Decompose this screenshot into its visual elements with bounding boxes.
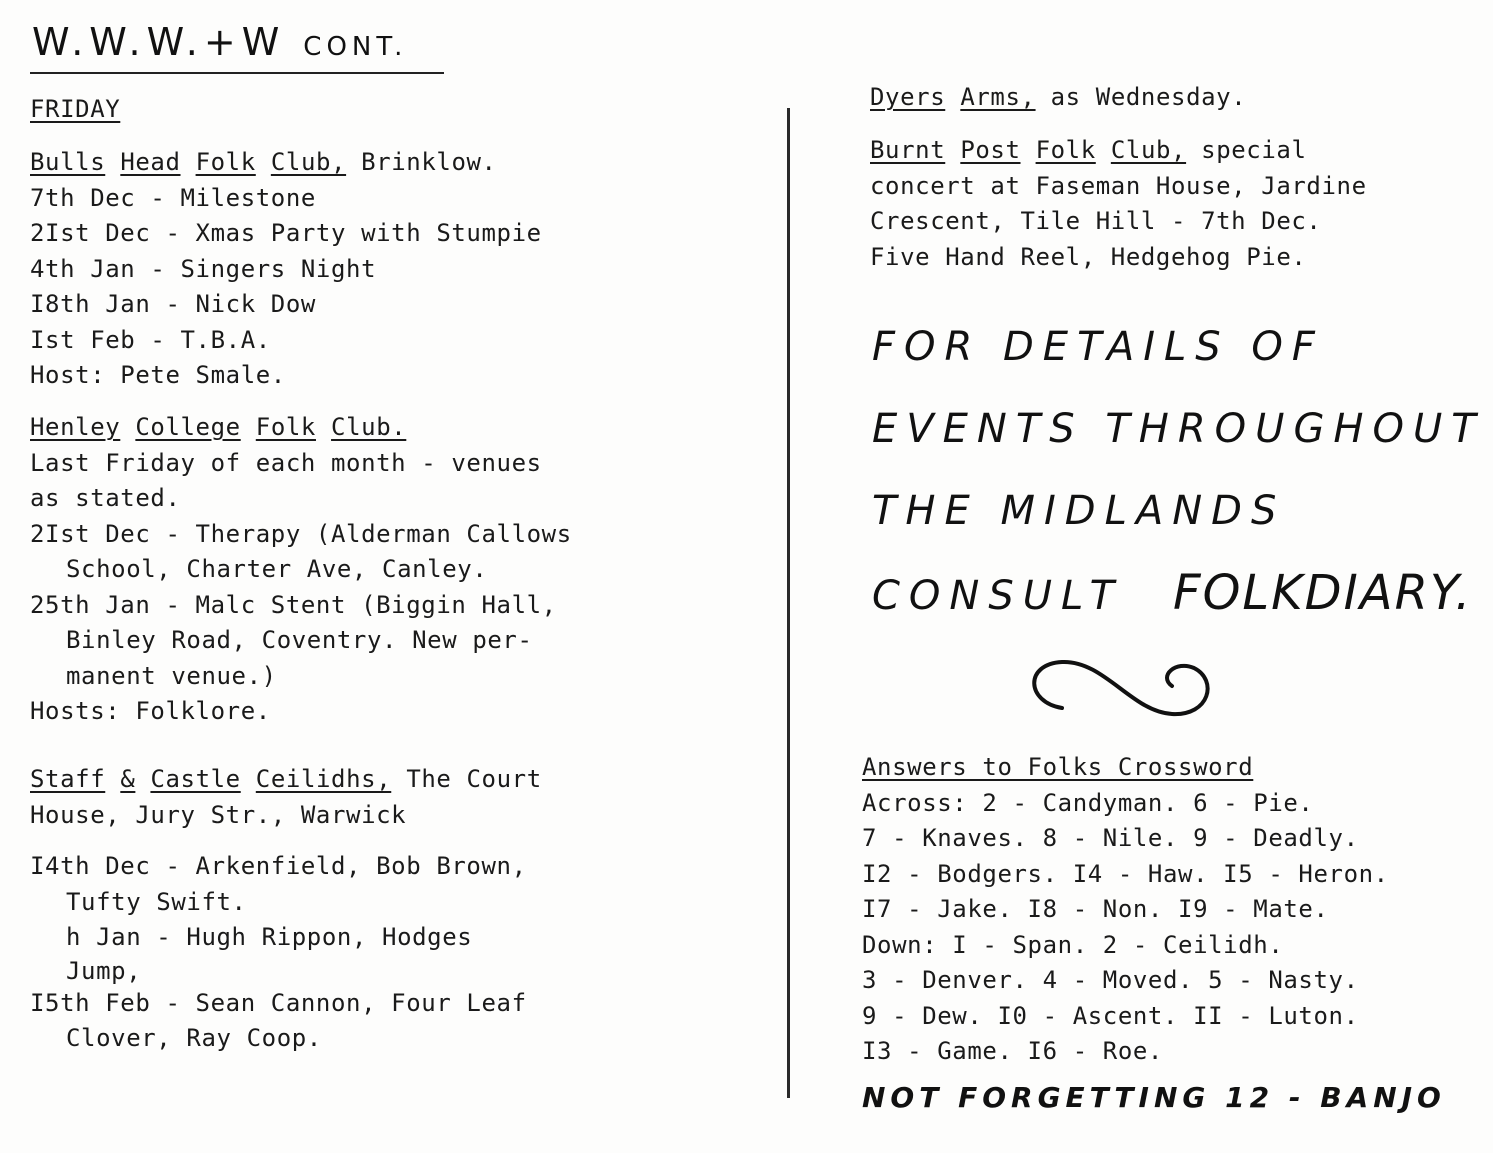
banjo-footnote: NOT FORGETTING 12 - BANJO (862, 1081, 1446, 1114)
list-item: as stated. (30, 484, 181, 512)
host-line: Hosts: Folklore. (30, 697, 271, 725)
list-item: Jump, (66, 956, 142, 985)
answer-line: Down: I - Span. 2 - Ceilidh. (862, 930, 1284, 959)
list-item: School, Charter Ave, Canley. (66, 555, 488, 583)
notice-line: FOR DETAILS OF (872, 324, 1324, 370)
answer-line: 9 - Dew. I0 - Ascent. II - Luton. (862, 1001, 1359, 1030)
column-divider (787, 108, 790, 1098)
list-item: Clover, Ray Coop. (66, 1024, 322, 1052)
staff-castle-section (30, 762, 542, 1057)
crossword-answers (862, 750, 1389, 1070)
friday-heading: FRIDAY (30, 95, 121, 123)
title-cont: CONT. (303, 32, 408, 62)
notice-line: THE MIDLANDS (872, 488, 1286, 534)
list-item: I4th Dec - Arkenfield, Bob Brown, (30, 852, 527, 880)
list-item: concert at Faseman House, Jardine (870, 171, 1367, 200)
list-item: Binley Road, Coventry. New per- (66, 626, 533, 654)
henley-title: Henley College Folk Club. (30, 413, 407, 441)
answer-line: I3 - Game. I6 - Roe. (862, 1037, 1163, 1065)
dyers-arms-section: Dyers Arms, as Wednesday. (870, 83, 1247, 111)
answers-heading: Answers to Folks Crossword (862, 753, 1254, 781)
title-underline (30, 72, 444, 74)
list-item: manent venue.) (66, 661, 277, 690)
list-item: Crescent, Tile Hill - 7th Dec. (870, 207, 1322, 235)
answer-line: I7 - Jake. I8 - Non. I9 - Mate. (862, 895, 1329, 923)
list-item: 2Ist Dec - Therapy (Alderman Callows (30, 519, 572, 548)
bulls-head-section (30, 145, 542, 394)
answer-line: I2 - Bodgers. I4 - Haw. I5 - Heron. (862, 859, 1389, 888)
list-item: Ist Feb - T.B.A. (30, 325, 271, 354)
list-item: I5th Feb - Sean Cannon, Four Leaf (30, 988, 527, 1017)
host-line: Host: Pete Smale. (30, 361, 286, 389)
title-main: W.W.W.+W (32, 20, 286, 64)
answer-line: Across: 2 - Candyman. 6 - Pie. (862, 788, 1314, 817)
list-item: 2Ist Dec - Xmas Party with Stumpie (30, 219, 542, 247)
list-item: 7th Dec - Milestone (30, 183, 316, 212)
list-item: Last Friday of each month - venues (30, 448, 542, 477)
answer-line: 7 - Knaves. 8 - Nile. 9 - Deadly. (862, 824, 1359, 852)
folk-diary-notice (872, 306, 1485, 637)
notice-line: EVENTS THROUGHOUT (872, 406, 1485, 452)
squiggle-ornament (1022, 650, 1222, 730)
list-item: Five Hand Reel, Hedgehog Pie. (870, 242, 1307, 271)
list-item: h Jan - Hugh Rippon, Hodges (66, 923, 473, 951)
bulls-head-title: Bulls Head Folk Club, Brinklow. (30, 148, 497, 176)
notice-line: CONSULT FOLKDIARY. (872, 565, 1473, 621)
answer-line: 3 - Denver. 4 - Moved. 5 - Nasty. (862, 966, 1359, 994)
list-item: 4th Jan - Singers Night (30, 254, 377, 283)
list-item: Tufty Swift. (66, 887, 247, 916)
list-item: I8th Jan - Nick Dow (30, 290, 316, 318)
page-title (32, 20, 407, 64)
list-item: 25th Jan - Malc Stent (Biggin Hall, (30, 590, 557, 619)
henley-section (30, 410, 572, 730)
burnt-post-title: Burnt Post Folk Club, special (870, 136, 1307, 164)
staff-title: Staff & Castle Ceilidhs, The Court (30, 765, 542, 793)
burnt-post-section (870, 133, 1367, 275)
list-item: House, Jury Str., Warwick (30, 800, 407, 829)
